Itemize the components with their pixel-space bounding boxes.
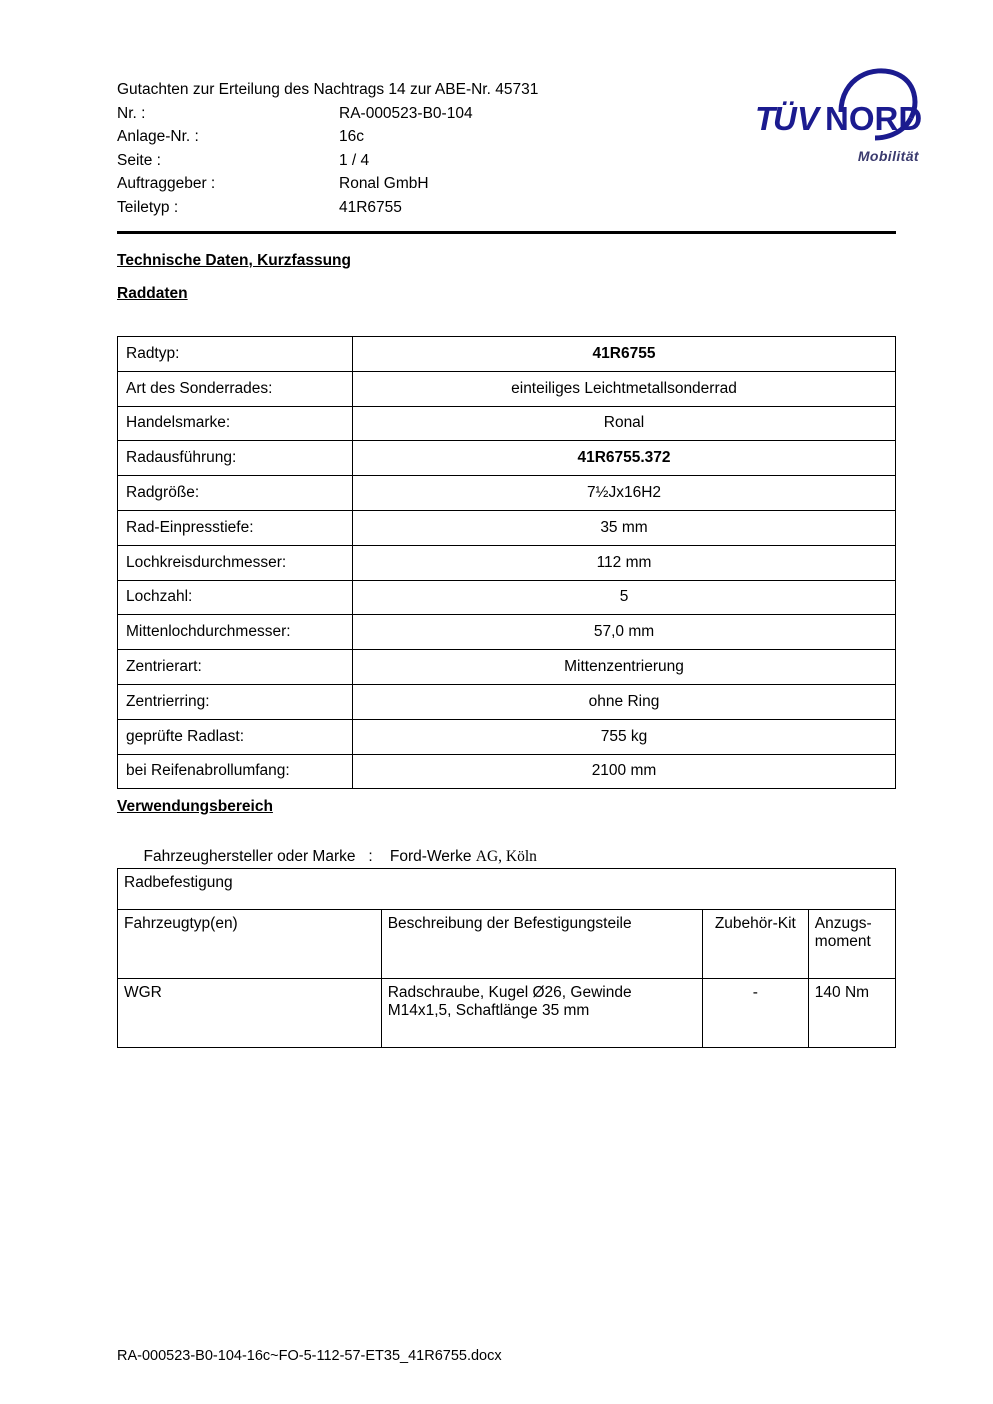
wheel-value-zentrierring: ohne Ring [353,684,896,719]
wheel-fastening-table [117,868,896,1048]
fastening-table-title: Radbefestigung [118,869,896,910]
section-heading-verwendungsbereich: Verwendungsbereich [117,798,273,815]
svg-text:Ü: Ü [773,100,797,137]
wheel-value-radgroesse: 7½Jx16H2 [353,476,896,511]
header-value-anlage: 16c [339,128,364,145]
fastening-cell-kit: - [702,979,808,1048]
wheel-value-radlast: 755 kg [353,719,896,754]
header-value-nr: RA-000523-B0-104 [339,104,473,122]
document-footer-filename: RA-000523-B0-104-16c~FO-5-112-57-ET35_41R6755.docx [117,1348,502,1364]
wheel-key-reifenabrollumfang: bei Reifenabrollumfang: [118,754,353,789]
fastening-col-vehicle-type: Fahrzeugtyp(en) [118,910,382,979]
table-row [118,441,896,476]
table-row [118,580,896,615]
wheel-value-handelsmarke: Ronal [353,406,896,441]
vehicle-manufacturer-value: AG, Köln [475,848,537,865]
fastening-header-row [118,910,896,979]
header-title: Gutachten zur Erteilung des Nachtrags 14 zur ABE-Nr. 45731 [117,81,539,98]
fastening-col-torque-line1: Anzugs- [814,915,872,932]
fastening-col-kit: Zubehör-Kit [702,910,808,979]
vehicle-manufacturer-label: Fahrzeughersteller oder Marke : Ford-Werke [139,848,476,865]
fastening-description-line1: Radschraube, Kugel Ø26, Gewinde [387,984,632,1001]
table-row [118,719,896,754]
header-label-nr: Nr. : [117,104,146,122]
tuv-nord-logo [745,60,925,170]
wheel-key-lochzahl: Lochzahl: [118,580,353,615]
svg-text:T: T [755,100,776,137]
table-row [118,615,896,650]
header-value-teiletyp: 41R6755 [339,198,402,216]
wheel-value-art: einteiliges Leichtmetallsonderrad [353,371,896,406]
wheel-key-zentrierring: Zentrierring: [118,684,353,719]
wheel-value-zentrierart: Mittenzentrierung [353,650,896,685]
table-row [118,337,896,372]
fastening-col-torque-line2: moment [814,933,871,950]
fastening-cell-torque: 140 Nm [808,979,895,1048]
wheel-key-radausfuehrung: Radausführung: [118,441,353,476]
wheel-key-lochkreisdurchmesser: Lochkreisdurchmesser: [118,545,353,580]
wheel-fastening-table-body [118,869,896,1048]
table-row [118,545,896,580]
fastening-col-description: Beschreibung der Befestigungsteile [381,910,702,979]
table-row [118,476,896,511]
fastening-description-line2: M14x1,5, Schaftlänge 35 mm [387,1002,590,1019]
header-label-teiletyp: Teiletyp : [117,198,179,216]
wheel-key-handelsmarke: Handelsmarke: [118,406,353,441]
header-label-anlage: Anlage-Nr. : [117,128,199,145]
table-row [118,979,896,1048]
table-row [118,371,896,406]
table-row [118,650,896,685]
wheel-data-table-body [118,337,896,789]
header-value-auftraggeber: Ronal GmbH [339,175,429,192]
wheel-key-radlast: geprüfte Radlast: [118,719,353,754]
wheel-value-lochkreisdurchmesser: 112 mm [353,545,896,580]
header-label-auftraggeber: Auftraggeber : [117,175,216,192]
fastening-title-row [118,869,896,910]
svg-text:V: V [797,100,820,137]
wheel-key-radtyp: Radtyp: [118,337,353,372]
wheel-key-einpresstiefe: Rad-Einpresstiefe: [118,510,353,545]
wheel-key-zentrierart: Zentrierart: [118,650,353,685]
wheel-value-radtyp: 41R6755 [353,337,896,372]
wheel-key-radgroesse: Radgröße: [118,476,353,511]
fastening-cell-vehicle-type: WGR [118,979,382,1048]
logo-subtitle: Mobilität [857,148,919,164]
table-row [118,510,896,545]
header-label-seite: Seite : [117,151,161,169]
wheel-key-mittenlochdurchmesser: Mittenlochdurchmesser: [118,615,353,650]
wheel-value-einpresstiefe: 35 mm [353,510,896,545]
fastening-cell-description [381,979,702,1048]
table-row [118,406,896,441]
header-row-teiletyp [117,196,897,220]
header-divider [117,231,896,234]
wheel-key-art: Art des Sonderrades: [118,371,353,406]
table-row [118,754,896,789]
fastening-col-torque [808,910,895,979]
wheel-value-lochzahl: 5 [353,580,896,615]
wheel-data-table [117,336,896,789]
header-value-seite: 1 / 4 [339,151,370,169]
wheel-value-reifenabrollumfang: 2100 mm [353,754,896,789]
wheel-value-mittenlochdurchmesser: 57,0 mm [353,615,896,650]
wheel-value-radausfuehrung: 41R6755.372 [353,441,896,476]
section-heading-technische-daten: Technische Daten, Kurzfassung [117,252,351,269]
header-row-auftraggeber [117,172,897,196]
table-row [118,684,896,719]
section-heading-raddaten: Raddaten [117,285,188,302]
svg-text:NORD: NORD [825,100,923,137]
